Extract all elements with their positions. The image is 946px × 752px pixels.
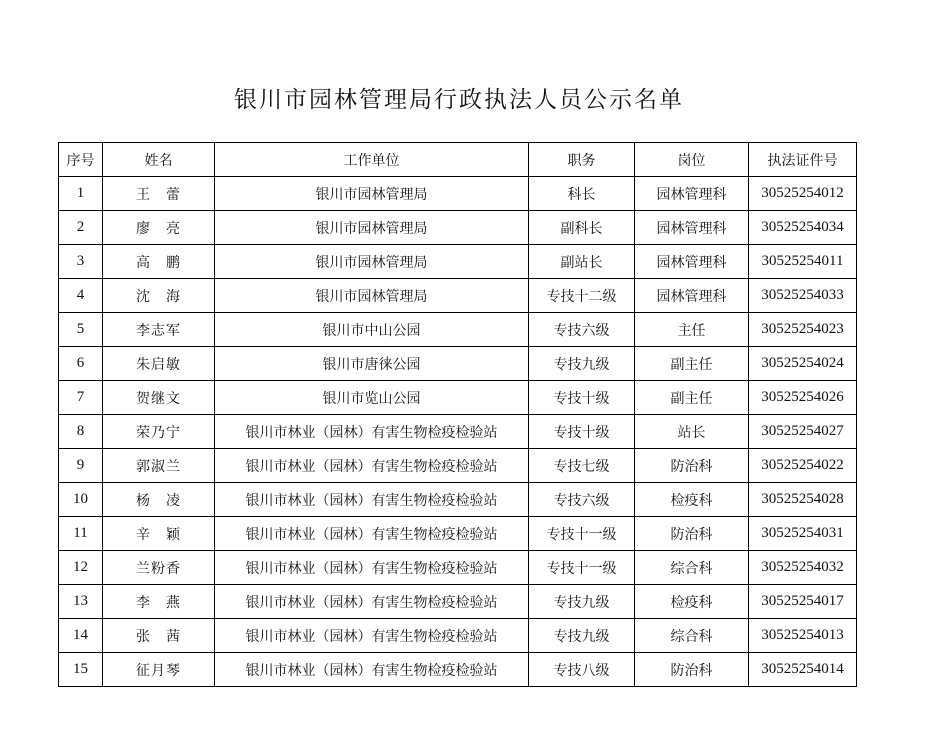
- cell-work-unit: 银川市园林管理局: [215, 245, 529, 279]
- cell-name: 朱启敏: [103, 347, 215, 381]
- document-title: 银川市园林管理局行政执法人员公示名单: [234, 87, 684, 114]
- cell-index: 5: [59, 313, 103, 347]
- cell-position: 专技七级: [529, 449, 635, 483]
- cell-index: 1: [59, 177, 103, 211]
- cell-work-unit: 银川市园林管理局: [215, 177, 529, 211]
- cell-post: 园林管理科: [635, 279, 749, 313]
- cell-license-number: 30525254033: [749, 279, 857, 313]
- table-row: [59, 381, 857, 415]
- cell-index: 10: [59, 483, 103, 517]
- cell-license-number: 30525254013: [749, 619, 857, 653]
- cell-license-number: 30525254034: [749, 211, 857, 245]
- cell-position: 专技十一级: [529, 517, 635, 551]
- cell-license-number: 30525254031: [749, 517, 857, 551]
- cell-license-number: 30525254012: [749, 177, 857, 211]
- table-row: [59, 347, 857, 381]
- cell-position: 专技十一级: [529, 551, 635, 585]
- personnel-table: [58, 142, 857, 687]
- cell-post: 园林管理科: [635, 177, 749, 211]
- cell-license-number: 30525254023: [749, 313, 857, 347]
- cell-position: 专技八级: [529, 653, 635, 687]
- cell-index: 7: [59, 381, 103, 415]
- cell-post: 防治科: [635, 517, 749, 551]
- table-row: [59, 653, 857, 687]
- cell-position: 专技十级: [529, 381, 635, 415]
- cell-work-unit: 银川市林业（园林）有害生物检疫检验站: [215, 517, 529, 551]
- cell-position: 专技六级: [529, 483, 635, 517]
- cell-name: 高 鹏: [103, 245, 215, 279]
- cell-work-unit: 银川市林业（园林）有害生物检疫检验站: [215, 585, 529, 619]
- cell-position: 副站长: [529, 245, 635, 279]
- cell-post: 综合科: [635, 551, 749, 585]
- table-row: [59, 245, 857, 279]
- table-row: [59, 449, 857, 483]
- header-name: 姓名: [103, 143, 215, 177]
- header-row: [59, 143, 857, 177]
- cell-name: 荣乃宁: [103, 415, 215, 449]
- cell-post: 检疫科: [635, 483, 749, 517]
- cell-post: 副主任: [635, 347, 749, 381]
- cell-name: 辛 颖: [103, 517, 215, 551]
- cell-position: 专技九级: [529, 619, 635, 653]
- cell-post: 防治科: [635, 449, 749, 483]
- cell-work-unit: 银川市览山公园: [215, 381, 529, 415]
- cell-post: 副主任: [635, 381, 749, 415]
- cell-license-number: 30525254022: [749, 449, 857, 483]
- cell-license-number: 30525254011: [749, 245, 857, 279]
- table-row: [59, 177, 857, 211]
- cell-license-number: 30525254026: [749, 381, 857, 415]
- cell-license-number: 30525254028: [749, 483, 857, 517]
- cell-index: 6: [59, 347, 103, 381]
- table-row: [59, 585, 857, 619]
- cell-work-unit: 银川市林业（园林）有害生物检疫检验站: [215, 483, 529, 517]
- cell-name: 杨 凌: [103, 483, 215, 517]
- cell-index: 2: [59, 211, 103, 245]
- table-row: [59, 483, 857, 517]
- header-post: 岗位: [635, 143, 749, 177]
- cell-position: 专技九级: [529, 585, 635, 619]
- cell-post: 园林管理科: [635, 211, 749, 245]
- cell-license-number: 30525254017: [749, 585, 857, 619]
- cell-post: 检疫科: [635, 585, 749, 619]
- cell-post: 站长: [635, 415, 749, 449]
- cell-index: 4: [59, 279, 103, 313]
- header-license-number: 执法证件号: [749, 143, 857, 177]
- table-row: [59, 313, 857, 347]
- cell-license-number: 30525254024: [749, 347, 857, 381]
- table-header: [59, 143, 857, 177]
- table-row: [59, 551, 857, 585]
- cell-index: 15: [59, 653, 103, 687]
- cell-index: 12: [59, 551, 103, 585]
- cell-name: 征月琴: [103, 653, 215, 687]
- cell-post: 园林管理科: [635, 245, 749, 279]
- table-row: [59, 517, 857, 551]
- cell-position: 专技十级: [529, 415, 635, 449]
- cell-index: 14: [59, 619, 103, 653]
- cell-index: 8: [59, 415, 103, 449]
- cell-work-unit: 银川市园林管理局: [215, 279, 529, 313]
- cell-name: 郭淑兰: [103, 449, 215, 483]
- cell-license-number: 30525254014: [749, 653, 857, 687]
- cell-work-unit: 银川市林业（园林）有害生物检疫检验站: [215, 653, 529, 687]
- cell-work-unit: 银川市林业（园林）有害生物检疫检验站: [215, 619, 529, 653]
- cell-work-unit: 银川市园林管理局: [215, 211, 529, 245]
- cell-position: 专技六级: [529, 313, 635, 347]
- cell-work-unit: 银川市林业（园林）有害生物检疫检验站: [215, 551, 529, 585]
- cell-post: 防治科: [635, 653, 749, 687]
- cell-work-unit: 银川市林业（园林）有害生物检疫检验站: [215, 415, 529, 449]
- cell-index: 13: [59, 585, 103, 619]
- cell-name: 张 茜: [103, 619, 215, 653]
- table-row: [59, 619, 857, 653]
- cell-post: 主任: [635, 313, 749, 347]
- cell-name: 沈 海: [103, 279, 215, 313]
- cell-work-unit: 银川市唐徕公园: [215, 347, 529, 381]
- cell-work-unit: 银川市中山公园: [215, 313, 529, 347]
- header-position: 职务: [529, 143, 635, 177]
- cell-name: 廖 亮: [103, 211, 215, 245]
- cell-name: 李 燕: [103, 585, 215, 619]
- cell-work-unit: 银川市林业（园林）有害生物检疫检验站: [215, 449, 529, 483]
- table-row: [59, 415, 857, 449]
- cell-position: 专技十二级: [529, 279, 635, 313]
- cell-position: 专技九级: [529, 347, 635, 381]
- cell-post: 综合科: [635, 619, 749, 653]
- table-body: [59, 177, 857, 687]
- cell-license-number: 30525254027: [749, 415, 857, 449]
- cell-index: 3: [59, 245, 103, 279]
- cell-index: 9: [59, 449, 103, 483]
- cell-name: 兰粉香: [103, 551, 215, 585]
- cell-name: 贺继文: [103, 381, 215, 415]
- cell-index: 11: [59, 517, 103, 551]
- cell-license-number: 30525254032: [749, 551, 857, 585]
- table-row: [59, 211, 857, 245]
- cell-name: 李志军: [103, 313, 215, 347]
- cell-position: 副科长: [529, 211, 635, 245]
- cell-position: 科长: [529, 177, 635, 211]
- cell-name: 王 蕾: [103, 177, 215, 211]
- header-work-unit: 工作单位: [215, 143, 529, 177]
- header-index: 序号: [59, 143, 103, 177]
- table-row: [59, 279, 857, 313]
